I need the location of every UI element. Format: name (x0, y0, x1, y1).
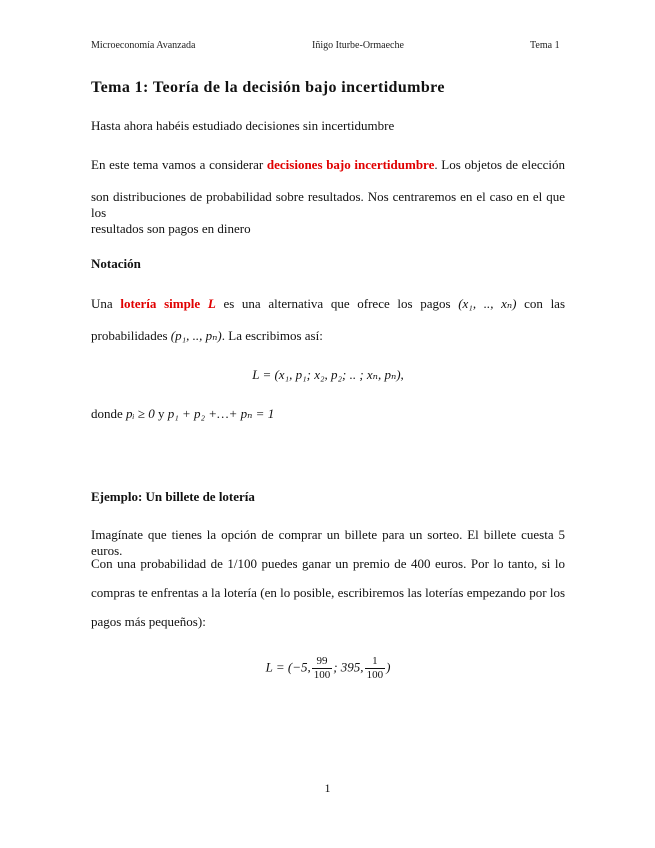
notation-line-1-end: con las (524, 296, 566, 311)
page-number: 1 (324, 781, 331, 795)
fraction-99-100 (312, 655, 333, 682)
formula-lhs: L = (−5, (265, 659, 311, 675)
notation-line-2-post: . La escribimos así: (221, 328, 323, 343)
condition-pre: donde (91, 406, 123, 421)
lottery-formula: L = (x₁, p₁; x₂, p₂; .. ; xₙ, pₙ), (252, 367, 404, 382)
condition-and: y (157, 406, 165, 421)
notation-line-1 (91, 296, 565, 312)
condition-nonnegative: pᵢ ≥ 0 (126, 406, 155, 421)
probabilities-vector: (p₁, .., pₙ) (170, 328, 222, 343)
topic-line-2: son distribuciones de probabilidad sobre resultados. Nos centraremos en el caso en el que los (91, 189, 565, 220)
fraction-2-denominator: 100 (366, 669, 384, 681)
example-line-3: compras te enfrentas a la lotería (en lo posible, escribiremos las loterías empezando por los (91, 585, 565, 600)
notation-heading: Notación (91, 256, 141, 271)
topic-line-1-pre: En este tema vamos a considerar (91, 157, 267, 172)
example-paragraph (91, 527, 565, 630)
notation-line-2-pre: probabilidades (91, 328, 168, 343)
notation-word-una: Una (91, 296, 113, 311)
ticket-lottery-formula (91, 655, 565, 682)
notation-line-2 (91, 328, 565, 344)
header-topic: Tema 1 (530, 40, 560, 51)
topic-line-3: resultados son pagos en dinero (91, 221, 251, 236)
example-line-4: pagos más pequeños): (91, 614, 206, 629)
highlight-decisions: decisiones bajo incertidumbre (266, 157, 435, 172)
page-title: Tema 1: Teoría de la decisión bajo incertidumbre (91, 79, 445, 96)
fraction-1-denominator: 100 (313, 669, 331, 681)
notation-line-1-text: es una alternativa que ofrece los pagos (223, 296, 451, 311)
topic-line-1-post: . Los objetos de elección (434, 157, 565, 172)
header-course: Microeconomía Avanzada (91, 40, 196, 51)
condition-sum: p₁ + p₂ +…+ pₙ = 1 (167, 406, 275, 421)
fraction-1-100 (365, 655, 386, 682)
topic-paragraph (91, 157, 565, 237)
fraction-2-numerator: 1 (372, 655, 378, 667)
payoffs-vector: (x₁, .., xₙ) (458, 296, 517, 311)
formula-rhs: ) (386, 659, 391, 675)
topic-line-1 (91, 157, 565, 173)
example-heading: Ejemplo: Un billete de lotería (91, 489, 255, 504)
lottery-symbol: L (207, 296, 216, 311)
probability-condition (91, 406, 565, 422)
example-line-2: Con una probabilidad de 1/100 puedes ganar un premio de 400 euros. Por lo tanto, si lo (91, 556, 565, 571)
intro-paragraph: Hasta ahora habéis estudiado decisiones sin incertidumbre (91, 118, 395, 133)
fraction-1-numerator: 99 (316, 655, 328, 667)
example-line-1: Imagínate que tienes la opción de comprar un billete para un sorteo. El billete cuesta 5 euros. (91, 527, 565, 558)
highlight-simple-lottery: lotería simple (120, 296, 201, 311)
notation-paragraph (91, 296, 565, 344)
formula-middle: ; 395, (333, 659, 364, 675)
header-author: Iñigo Iturbe-Ormaeche (312, 40, 404, 51)
